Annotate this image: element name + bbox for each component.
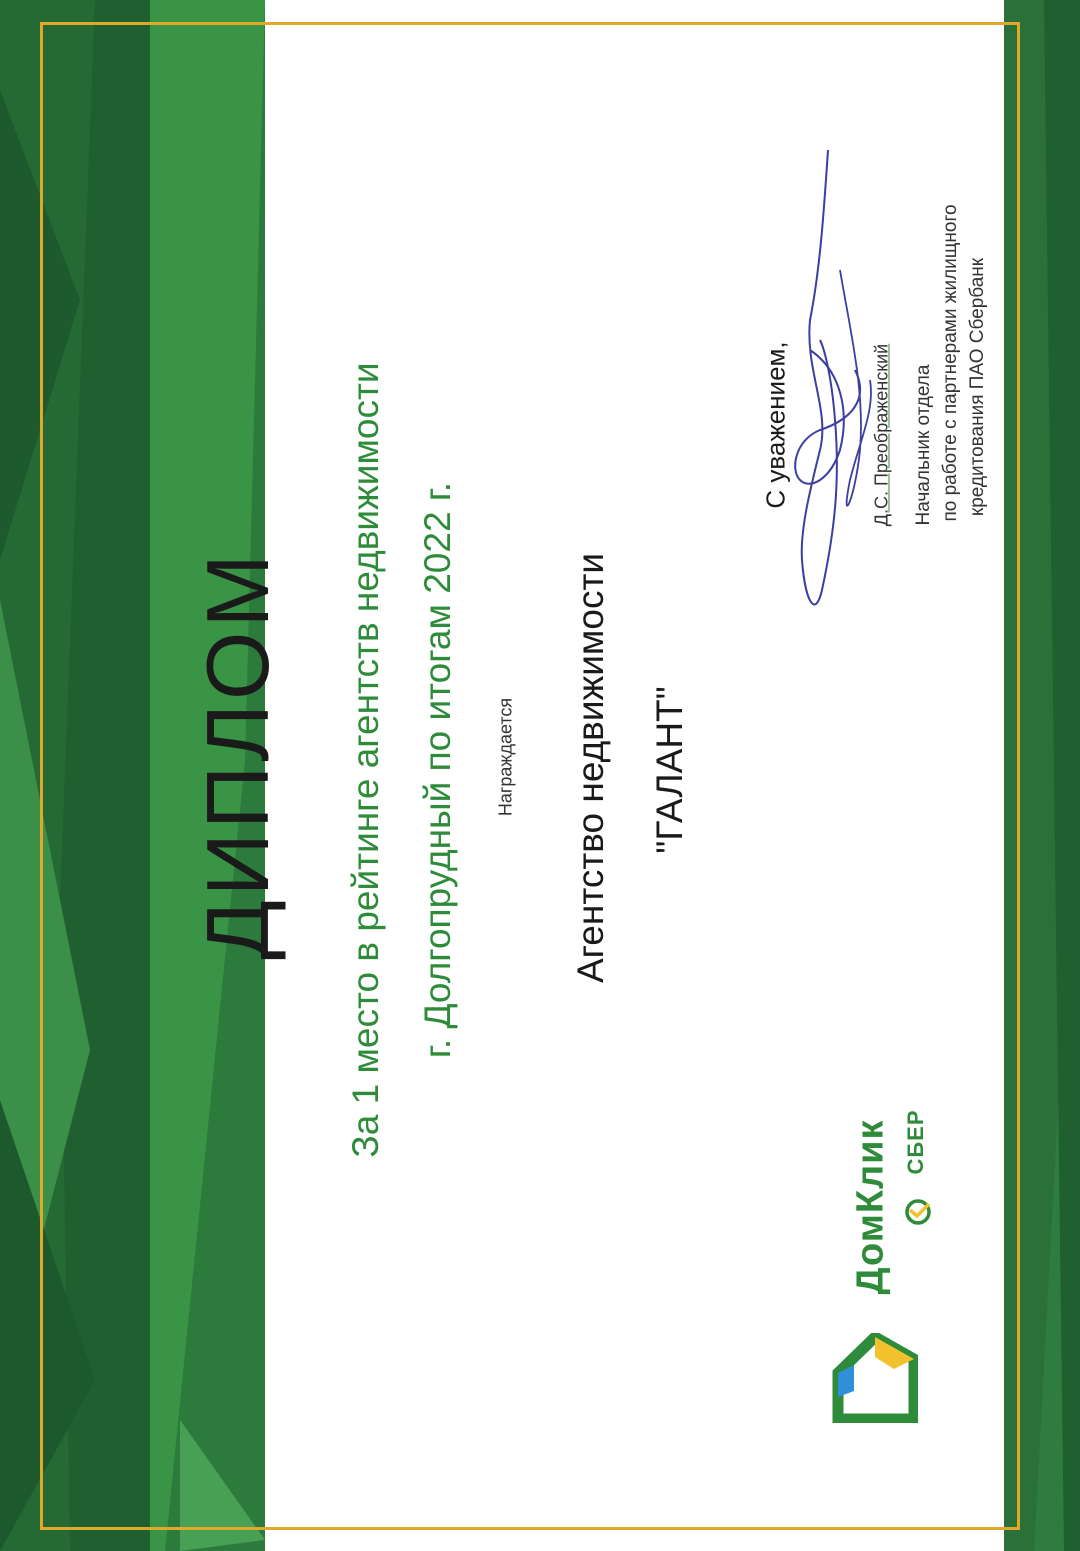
recipient-line-2: "ГАЛАНТ": [649, 686, 690, 854]
signer-position-line-2: по работе с партнерами жилищного: [940, 204, 961, 522]
sber-check-icon: [904, 1198, 932, 1226]
domclick-logo-text: ДомКлик: [849, 1119, 892, 1295]
signer-name: Д.С. Преображенский: [871, 343, 892, 527]
handwritten-signature: [780, 150, 900, 630]
award-reason-line-2: г. Долгопрудный по итогам 2022 г.: [417, 481, 458, 1059]
awarded-label: Награждается: [495, 697, 516, 817]
right-green-band: [1004, 0, 1080, 1551]
award-reason-line-1: За 1 место в рейтинге агентств недвижимости: [345, 362, 386, 1158]
signer-position-line-1: Начальник отдела: [913, 364, 934, 526]
regards-text: С уважением,: [760, 341, 791, 509]
recipient-line-1: Агентство недвижимости: [570, 552, 611, 984]
diploma-title: ДИПЛОМ: [188, 550, 287, 960]
signer-position-line-3: кредитования ПАО Сбербанк: [967, 257, 988, 517]
domclick-house-icon: [832, 1333, 918, 1423]
sber-logo-text: СБЕР: [903, 1109, 928, 1175]
